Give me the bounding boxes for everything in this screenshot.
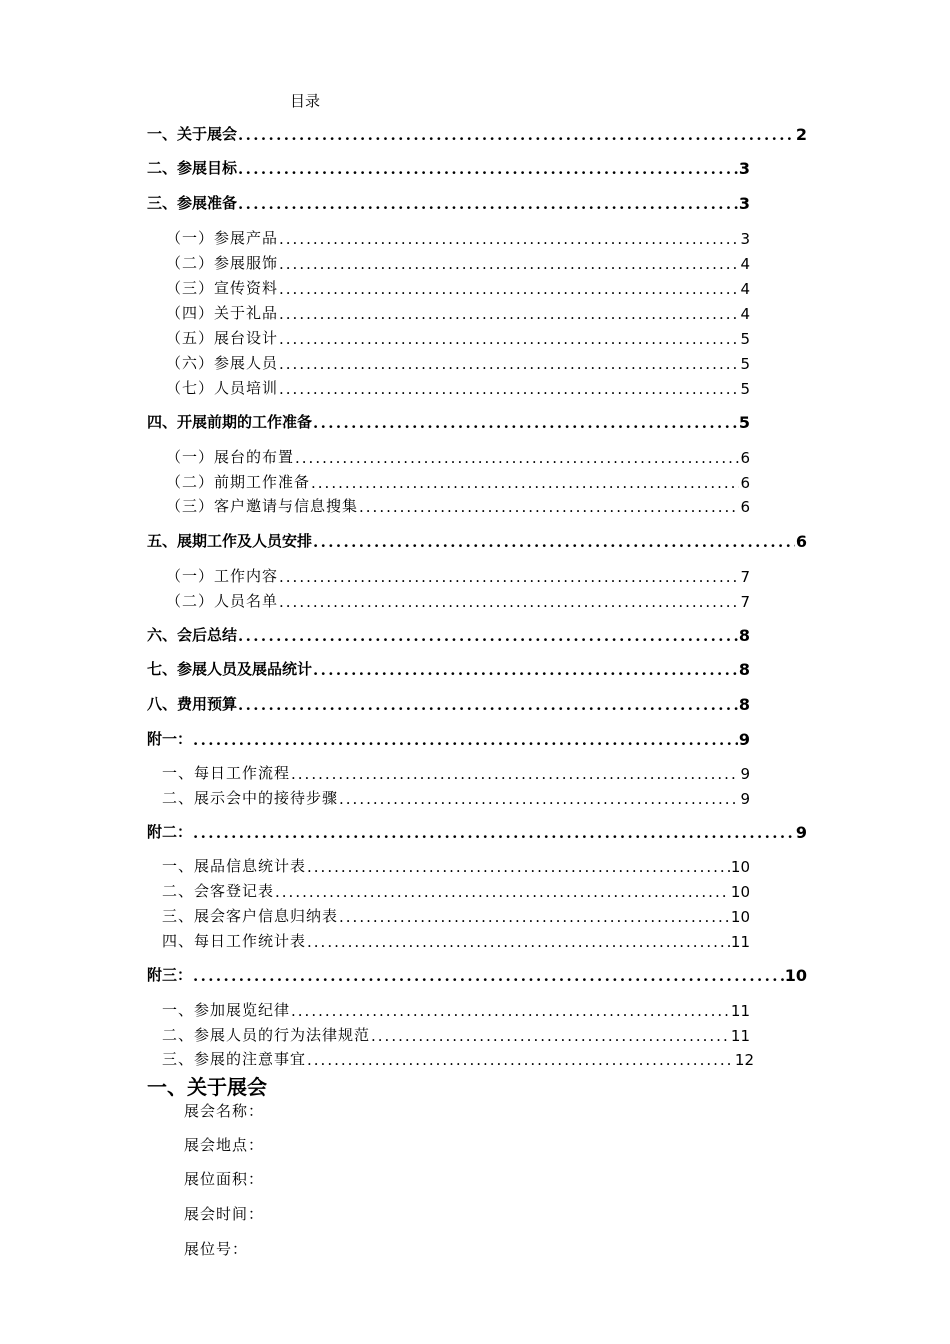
toc-leader-dots xyxy=(275,883,730,901)
toc-entry-page: 11 xyxy=(730,933,750,951)
toc-entry[interactable] xyxy=(162,1023,750,1045)
toc-entry-label: 一、参加展览纪律 xyxy=(162,1001,291,1019)
toc-leader-dots xyxy=(339,908,730,926)
toc-entry[interactable] xyxy=(162,929,750,951)
toc-entry-page: 11 xyxy=(730,1027,750,1045)
field-label-booth-number: 展位号： xyxy=(184,1240,249,1258)
toc-entry[interactable] xyxy=(166,276,750,298)
toc-entry-label: （一）展台的布置 xyxy=(166,448,295,466)
toc-entry-page: 3 xyxy=(738,159,750,178)
toc-entry[interactable] xyxy=(147,156,750,178)
toc-entry[interactable] xyxy=(162,786,750,808)
toc-entry[interactable] xyxy=(162,1047,754,1069)
toc-entry-label: 六、会后总结 xyxy=(147,626,238,644)
toc-leader-dots xyxy=(279,255,739,273)
toc-entry-label: （一）参展产品 xyxy=(166,229,279,247)
field-label-exhibition-venue: 展会地点： xyxy=(184,1136,265,1154)
toc-entry[interactable] xyxy=(166,589,750,611)
toc-entry-label: （三）客户邀请与信息搜集 xyxy=(166,497,359,515)
toc-entry-label: 四、每日工作统计表 xyxy=(162,932,307,950)
toc-entry[interactable] xyxy=(162,998,750,1020)
toc-entry-page: 11 xyxy=(730,1002,750,1020)
toc-entry[interactable] xyxy=(166,564,750,586)
toc-entry-page: 7 xyxy=(740,593,750,611)
toc-leader-dots xyxy=(279,568,739,586)
toc-entry[interactable] xyxy=(147,692,750,714)
toc-leader-dots xyxy=(279,380,739,398)
toc-entry-label: 附二： xyxy=(147,823,193,841)
toc-entry[interactable] xyxy=(147,410,750,432)
section-heading: 一、关于展会 xyxy=(147,1075,267,1099)
toc-entry-label: 五、展期工作及人员安排 xyxy=(147,532,313,550)
toc-leader-dots xyxy=(279,305,739,323)
toc-entry-label: （五）展台设计 xyxy=(166,329,279,347)
toc-entry[interactable] xyxy=(166,326,750,348)
toc-entry-label: 二、会客登记表 xyxy=(162,882,275,900)
field-label-exhibition-time: 展会时间： xyxy=(184,1205,265,1223)
toc-entry-label: （七）人员培训 xyxy=(166,379,279,397)
toc-leader-dots xyxy=(238,126,795,144)
toc-entry[interactable] xyxy=(147,820,807,842)
toc-leader-dots xyxy=(291,765,739,783)
toc-entry[interactable] xyxy=(147,191,750,213)
toc-leader-dots xyxy=(307,858,730,876)
toc-entry[interactable] xyxy=(147,727,750,749)
toc-title: 目录 xyxy=(290,92,321,110)
toc-leader-dots xyxy=(295,449,739,467)
toc-leader-dots xyxy=(307,1051,734,1069)
toc-leader-dots xyxy=(238,696,738,714)
toc-entry-page: 10 xyxy=(730,908,750,926)
toc-entry-page: 4 xyxy=(740,280,750,298)
toc-leader-dots xyxy=(359,498,739,516)
toc-entry-label: （四）关于礼品 xyxy=(166,304,279,322)
toc-entry-label: 七、参展人员及展品统计 xyxy=(147,660,313,678)
toc-entry-page: 4 xyxy=(740,255,750,273)
toc-entry-page: 5 xyxy=(740,330,750,348)
toc-entry-page: 6 xyxy=(740,449,750,467)
toc-entry[interactable] xyxy=(147,657,750,679)
toc-entry-page: 9 xyxy=(795,823,807,842)
toc-entry-page: 10 xyxy=(730,883,750,901)
toc-entry-page: 3 xyxy=(740,230,750,248)
toc-entry[interactable] xyxy=(162,761,750,783)
toc-leader-dots xyxy=(307,933,730,951)
toc-leader-dots xyxy=(279,280,739,298)
toc-entry[interactable] xyxy=(166,470,750,492)
toc-entry-page: 6 xyxy=(740,498,750,516)
toc-entry-label: 一、展品信息统计表 xyxy=(162,857,307,875)
toc-entry-page: 6 xyxy=(795,532,807,551)
toc-entry[interactable] xyxy=(166,376,750,398)
toc-entry[interactable] xyxy=(166,351,750,373)
toc-leader-dots xyxy=(238,195,738,213)
toc-entry[interactable] xyxy=(162,879,750,901)
toc-entry-label: 三、参展准备 xyxy=(147,194,238,212)
toc-leader-dots xyxy=(313,414,738,432)
toc-entry-page: 5 xyxy=(740,355,750,373)
toc-entry-label: （一）工作内容 xyxy=(166,567,279,585)
toc-entry-label: 附三： xyxy=(147,966,193,984)
toc-entry-page: 9 xyxy=(740,765,750,783)
toc-leader-dots xyxy=(193,967,784,985)
toc-entry-label: 三、展会客户信息归纳表 xyxy=(162,907,339,925)
toc-entry-page: 5 xyxy=(738,413,750,432)
toc-leader-dots xyxy=(279,330,739,348)
toc-entry-page: 8 xyxy=(738,660,750,679)
toc-leader-dots xyxy=(279,593,739,611)
toc-leader-dots xyxy=(291,1002,730,1020)
field-label-booth-area: 展位面积： xyxy=(184,1170,265,1188)
toc-entry-label: （六）参展人员 xyxy=(166,354,279,372)
toc-leader-dots xyxy=(238,627,738,645)
toc-entry-page: 4 xyxy=(740,305,750,323)
toc-entry[interactable] xyxy=(147,963,807,985)
toc-leader-dots xyxy=(311,474,739,492)
toc-entry-label: （二）参展服饰 xyxy=(166,254,279,272)
toc-entry[interactable] xyxy=(162,904,750,926)
toc-entry[interactable] xyxy=(147,529,807,551)
toc-entry-label: （二）人员名单 xyxy=(166,592,279,610)
toc-leader-dots xyxy=(339,790,739,808)
toc-entry-label: （二）前期工作准备 xyxy=(166,473,311,491)
toc-entry[interactable] xyxy=(166,494,750,516)
toc-entry-page: 10 xyxy=(730,858,750,876)
toc-entry-page: 8 xyxy=(738,695,750,714)
toc-entry-label: 三、参展的注意事宜 xyxy=(162,1050,307,1068)
toc-entry[interactable] xyxy=(166,445,750,467)
toc-entry-label: 一、关于展会 xyxy=(147,125,238,143)
toc-entry-page: 2 xyxy=(795,125,807,144)
toc-entry[interactable] xyxy=(162,854,750,876)
toc-entry-page: 6 xyxy=(740,474,750,492)
toc-leader-dots xyxy=(313,533,795,551)
toc-entry-label: 二、参展人员的行为法律规范 xyxy=(162,1026,371,1044)
toc-entry-page: 12 xyxy=(734,1051,754,1069)
toc-leader-dots xyxy=(371,1027,730,1045)
toc-entry-page: 9 xyxy=(738,730,750,749)
toc-entry-page: 10 xyxy=(784,966,807,985)
toc-entry-label: 四、开展前期的工作准备 xyxy=(147,413,313,431)
toc-leader-dots xyxy=(238,160,738,178)
toc-entry[interactable] xyxy=(166,226,750,248)
toc-leader-dots xyxy=(279,230,739,248)
toc-entry-label: 二、参展目标 xyxy=(147,159,238,177)
toc-entry[interactable] xyxy=(166,301,750,323)
toc-entry-label: 附一： xyxy=(147,730,193,748)
toc-leader-dots xyxy=(313,661,738,679)
toc-entry-label: 八、费用预算 xyxy=(147,695,238,713)
toc-entry[interactable] xyxy=(147,122,807,144)
toc-entry[interactable] xyxy=(147,623,750,645)
toc-entry-page: 5 xyxy=(740,380,750,398)
toc-entry-label: 二、展示会中的接待步骤 xyxy=(162,789,339,807)
toc-entry-page: 7 xyxy=(740,568,750,586)
toc-entry-label: 一、每日工作流程 xyxy=(162,764,291,782)
toc-entry-page: 8 xyxy=(738,626,750,645)
toc-entry-page: 9 xyxy=(740,790,750,808)
toc-entry[interactable] xyxy=(166,251,750,273)
toc-leader-dots xyxy=(193,731,738,749)
field-label-exhibition-name: 展会名称： xyxy=(184,1102,265,1120)
toc-entry-label: （三）宣传资料 xyxy=(166,279,279,297)
toc-leader-dots xyxy=(193,824,795,842)
toc-entry-page: 3 xyxy=(738,194,750,213)
toc-leader-dots xyxy=(279,355,739,373)
